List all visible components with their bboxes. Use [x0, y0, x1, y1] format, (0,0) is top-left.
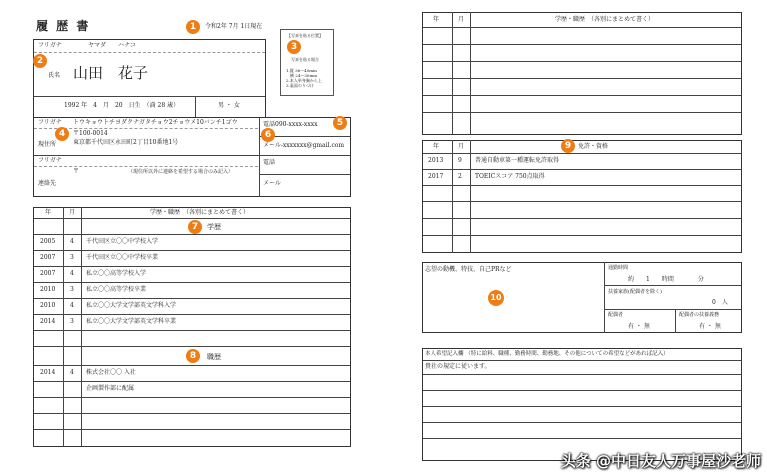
history-row-text: 私立〇〇高等学校卒業 — [86, 286, 147, 293]
history-row-divider — [34, 346, 350, 347]
marker-7: 7 — [188, 220, 202, 234]
right-col-month: 月 — [458, 16, 465, 23]
history-row-divider — [34, 381, 350, 382]
motivation-label: 志望の動機、特技、自己PRなど — [425, 266, 512, 273]
name-label: 氏名 — [48, 72, 61, 79]
address-label: 現住所 — [38, 141, 57, 148]
right-history-row-divider — [423, 78, 741, 79]
requests-row-divider — [423, 438, 741, 439]
phone-value: 電話090-xxxx-xxxx — [263, 121, 318, 128]
marker-2: 2 — [33, 54, 47, 68]
commute-label: 通勤時間 — [608, 265, 629, 271]
furigana-label: フリガナ — [38, 42, 62, 49]
history-col-desc: 学歴・職歴 （各別にまとめて書く） — [150, 209, 250, 216]
marker-8: 8 — [186, 349, 200, 363]
license-row-month: 2 — [458, 173, 462, 180]
work-title: 職歴 — [207, 353, 221, 361]
license-row-year: 2017 — [428, 173, 444, 180]
history-row-year: 2007 — [40, 254, 56, 261]
right-history-row-divider — [423, 44, 741, 45]
birth-date: 1992 年 4 月 20 日生 （満 28 歳） — [64, 102, 180, 109]
address-line: 東京都千代田区永田町2丁目10番地1号 — [73, 139, 179, 146]
address-postal: 〒100-0014 — [73, 130, 108, 137]
license-col-year: 年 — [433, 143, 440, 150]
license-row-divider — [423, 218, 741, 219]
history-row-year: 2014 — [40, 318, 56, 325]
history-row-year: 2007 — [40, 270, 56, 277]
sex: 男 ・ 女 — [218, 102, 240, 109]
spouse-duty-value: 有 ・ 無 — [699, 323, 721, 330]
dependents-label: 扶養家族(配偶者を除く) — [608, 289, 662, 295]
requests-row-divider — [423, 360, 741, 361]
history-row-month: 3 — [70, 286, 74, 293]
as-of-date: 令和2年 7月 1日現在 — [205, 23, 263, 30]
right-col-desc: 学歴・職歴 （各別にまとめて書く） — [555, 16, 655, 23]
marker-6: 6 — [261, 128, 275, 142]
work-row-text: 企画製作部に配属 — [86, 385, 135, 392]
marker-5: 5 — [333, 116, 347, 130]
photo-line-3: 1.縦 36～40mm — [286, 68, 317, 73]
address-block — [33, 117, 351, 197]
name-value: 山田 花子 — [73, 64, 149, 82]
history-row-year: 2010 — [40, 302, 56, 309]
history-row-month: 4 — [70, 238, 74, 245]
history-row-divider — [34, 314, 350, 315]
furigana-value: ヤマダ ハナコ — [88, 42, 136, 49]
license-row-divider — [423, 169, 741, 170]
contact-label: 連絡先 — [38, 180, 57, 187]
history-row-divider — [34, 218, 350, 219]
email-value: メール-xxxxxxx@gmail.com — [263, 142, 345, 149]
history-row-text: 私立〇〇大学文学部英文学科卒業 — [86, 318, 177, 325]
history-row-text: 私立〇〇高等学校入学 — [86, 270, 147, 277]
spouse-duty-label: 配偶者の扶養義務 — [679, 312, 720, 318]
right-history-row-divider — [423, 95, 741, 96]
contact-note: （現住所以外に連絡を希望する場合のみ記入） — [128, 169, 234, 175]
history-row-divider — [34, 234, 350, 235]
address-furigana-label: フリガナ — [38, 119, 62, 126]
history-row-year: 2005 — [40, 238, 56, 245]
license-row-month: 9 — [458, 157, 462, 164]
history-col-year: 年 — [45, 209, 52, 216]
photo-line-2: 写真を貼る場合 — [291, 57, 319, 62]
history-row-text: 千代田区立〇〇中学校入学 — [86, 238, 159, 245]
history-row-divider — [34, 330, 350, 331]
license-row-text: TOEICスコア 750点取得 — [475, 173, 545, 180]
requests-row-divider — [423, 374, 741, 375]
requests-label: 本人希望記入欄 （特に給料、職種、勤務時間、勤務地、その他についての希望などがあれば記入） — [425, 351, 669, 357]
contact-furigana-label: フリガナ — [38, 157, 62, 164]
contact-postal: 〒 — [73, 168, 80, 175]
requests-row-divider — [423, 422, 741, 423]
watermark: 头条 @中日友人万事屋沙老师 — [560, 452, 761, 470]
history-row-divider — [34, 365, 350, 366]
license-col-month: 月 — [458, 143, 465, 150]
marker-3: 3 — [287, 40, 301, 54]
license-row-year: 2013 — [428, 157, 444, 164]
marker-4: 4 — [55, 127, 69, 141]
history-row-divider — [34, 429, 350, 430]
right-history-row-divider — [423, 112, 741, 113]
history-row-divider — [34, 282, 350, 283]
photo-line-1: 【写真を貼る位置】 — [287, 33, 323, 38]
license-row-divider — [423, 235, 741, 236]
history-row-month: 3 — [70, 318, 74, 325]
resume-title: 履 歴 書 — [36, 19, 91, 33]
history-col-month: 月 — [69, 209, 76, 216]
license-col-desc: 免許・資格 — [578, 143, 609, 150]
requests-row-divider — [423, 390, 741, 391]
marker-10: 10 — [488, 290, 504, 306]
commute-value: 約 1 時間 分 — [628, 276, 704, 283]
history-row-month: 3 — [70, 254, 74, 261]
photo-line-6: 3.裏面のりづけ — [286, 83, 314, 88]
requests-row-divider — [423, 406, 741, 407]
history-row-divider — [34, 413, 350, 414]
dependents-value: 0 人 — [712, 299, 728, 306]
license-row-divider — [423, 153, 741, 154]
history-row-text: 千代田区立〇〇中学校卒業 — [86, 254, 159, 261]
history-row-text: 私立〇〇大学文学部英文学科入学 — [86, 302, 177, 309]
requests-text: 貴社の規定に従います。 — [425, 363, 491, 370]
work-row-year: 2014 — [40, 369, 56, 376]
photo-line-5: 2.本人単身胸から上 — [286, 78, 322, 83]
edu-title: 学歴 — [207, 223, 221, 231]
history-row-month: 4 — [70, 270, 74, 277]
contact-phone-label: 電話 — [263, 159, 276, 166]
photo-line-4: 横 24～30mm — [290, 73, 318, 78]
right-history-row-divider — [423, 27, 741, 28]
marker-1: 1 — [186, 20, 200, 34]
marker-9: 9 — [561, 139, 575, 153]
work-row-month: 4 — [70, 369, 74, 376]
history-row-divider — [34, 298, 350, 299]
history-row-divider — [34, 250, 350, 251]
license-row-divider — [423, 185, 741, 186]
history-row-year: 2010 — [40, 286, 56, 293]
history-row-divider — [34, 266, 350, 267]
work-row-text: 株式会社〇〇 入社 — [86, 369, 136, 376]
license-row-divider — [423, 201, 741, 202]
history-row-month: 4 — [70, 302, 74, 309]
right-history-row-divider — [423, 61, 741, 62]
spouse-label: 配偶者 — [608, 312, 624, 318]
address-furigana: トウキョウトチヨダクナガタチョウ2チョウメ10バンチ1ゴウ — [73, 119, 238, 126]
history-row-divider — [34, 397, 350, 398]
right-col-year: 年 — [433, 16, 440, 23]
license-row-text: 普通自動車第一種運転免許取得 — [475, 157, 560, 164]
contact-email-label: メール — [263, 180, 281, 187]
spouse-value: 有 ・ 無 — [628, 323, 650, 330]
